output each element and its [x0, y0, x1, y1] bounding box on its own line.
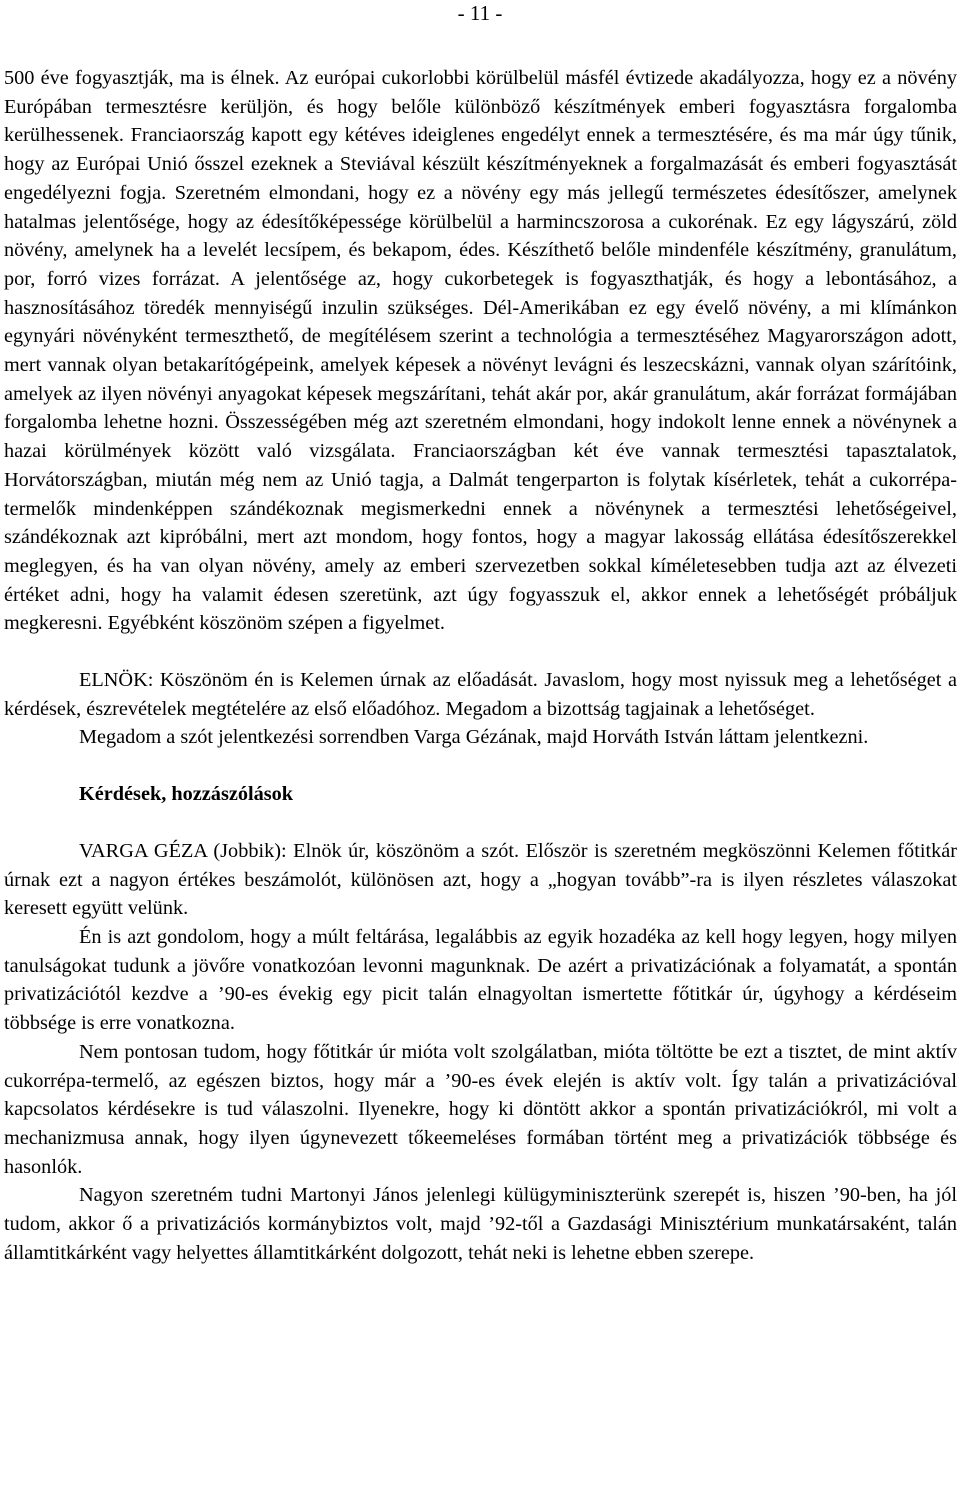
paragraph-varga-martonyi: Nagyon szeretném tudni Martonyi János jelenlegi külügyminiszterünk szerepét is, hiszen ’90-ben, ha jól tudom, akkor ő a privatizációs kormánybiztos volt, majd ’92-től a Gazdasági Minisztérium munkatársaként, talán államtitkárként vagy helyettes államtitkárként dolgozott, tehát neki is lehetne ebben szerepe. [4, 1184, 957, 1264]
paragraph-stevia-continuation: 500 éve fogyasztják, ma is élnek. Az európai cukorlobbi körülbelül másfél évtizede akadályozza, hogy ez a növény Európában termesztésre kerüljön, és hogy belőle különböző készítmények emberi fogyasztásra forgalomba kerülhessenek. Franciaország kapott egy kétéves ideiglenes engedélyt ennek a termesztésére, és ma már úgy tűnik, hogy az Európai Unió ősszel ezeknek a Steviával készült készítményeknek a forgalmazását és emberi fogyasztását engedélyezni fogja. Szeretném elmondani, hogy ez a növény egy más jellegű természetes édesítőszer, amelynek hatalmas jelentősége, hogy az édesítőképessége körülbelül a harmincszorosa a cukorénak. Ez egy lágyszárú, zöld növény, amelynek ha a levelét lecsípem, és bekapom, édes. Készíthető belőle mindenféle készítmény, granulátum, por, forró vizes forrázat. A jelentősége az, hogy cukorbetegek is fogyaszthatják, és hogy a lebontásához, a hasznosításához töredék mennyiségű inzulin szükséges. Dél-Amerikában ez egy évelő növény, a mi klímánkon egynyári növényként termeszthető, de megítélésem szerint a technológia a termesztéséhez Magyarországon adott, mert vannak olyan betakarítógépeink, amelyek képesek a növényt levágni és leszecskázni, vannak olyan szárítóink, amelyek az ilyen növényi anyagokat képesek megszárítani, tehát akár por, akár granulátum, akár forrázat formájában forgalomba lehetne hozni. Összességében még azt szeretném elmondani, hogy indokolt lenne ennek a növénynek a hazai körülmények között való vizsgálata. Franciaországban két éve vannak termesztési tapasztalatok, Horvátországban, miután még nem az Unió tagja, a Dalmát tengerparton is folytak kísérletek, tehát a cukorrépa-termelők mindenképpen szándékoznak megismerkedni ennek a növénynek a termesztési lehetőségeivel, szándékoznak azt kipróbálni, mert azt mondom, hogy fontos, hogy a magyar lakosság ellátása édesítőszerekkel meglegyen, és ha van olyan növény, amely az emberi szervezetben sokkal kíméletesebben tudja azt az élvezeti értéket adni, hogy ha valamit édesen szeretünk, azt úgy fogyasszuk el, akkor ennek a lehetőségét próbáljuk megkeresni. Egyébként köszönöm szépen a figyelmet. [4, 67, 957, 635]
page-number: - 11 - [457, 1, 503, 25]
paragraph-varga-privatization: Nem pontosan tudom, hogy főtitkár úr mióta volt szolgálatban, mióta töltötte be ezt a tisztet, de mint aktív cukorrépa-termelő, az egészen biztos, hogy már a ’90-es évek elején is aktív volt. Így talán a privatizációval kapcsolatos kérdésekre is tud válaszolni. Ilyenekre, hogy ki döntött akkor a spontán privatizációkról, mi volt a mechanizmusa annak, hogy ilyen úgynevezett tőkeemeléses formában történt meg a privatizációk többsége és hasonlók. [4, 1040, 957, 1178]
paragraph-varga-intro: VARGA GÉZA (Jobbik): Elnök úr, köszönöm a szót. Először is szeretném megköszönni Kelemen főtitkár úrnak ezt a nagyon értékes beszámolót, különösen azt, hogy a „hogyan tovább”-ra is ilyen részletes válaszokat keresett együtt velünk. [4, 839, 957, 920]
document-body [4, 64, 957, 1267]
paragraph-chairman-remark: ELNÖK: Köszönöm én is Kelemen úrnak az előadását. Javaslom, hogy most nyissuk meg a lehetőséget a kérdések, észrevételek megtételére az első előadóhoz. Megadom a bizottság tagjainak a lehetőséget. [4, 669, 957, 720]
paragraph-speaker-order: Megadom a szót jelentkezési sorrendben Varga Gézának, majd Horváth István láttam jelentkezni. [79, 726, 869, 749]
section-heading: Kérdések, hozzászólások [79, 783, 294, 806]
paragraph-varga-past: Én is azt gondolom, hogy a múlt feltárása, legalábbis az egyik hozadéka az kell hogy legyen, hogy milyen tanulságokat tudunk a jövőre vonatkozóan levonni magunknak. De azért a privatizációnak a folyamatát, a spontán privatizációtól kezdve a ’90-es évekig egy picit talán elnagyoltan ismertette főtitkár úr, úgyhogy a kérdéseim többsége is erre vonatkozna. [4, 925, 957, 1035]
